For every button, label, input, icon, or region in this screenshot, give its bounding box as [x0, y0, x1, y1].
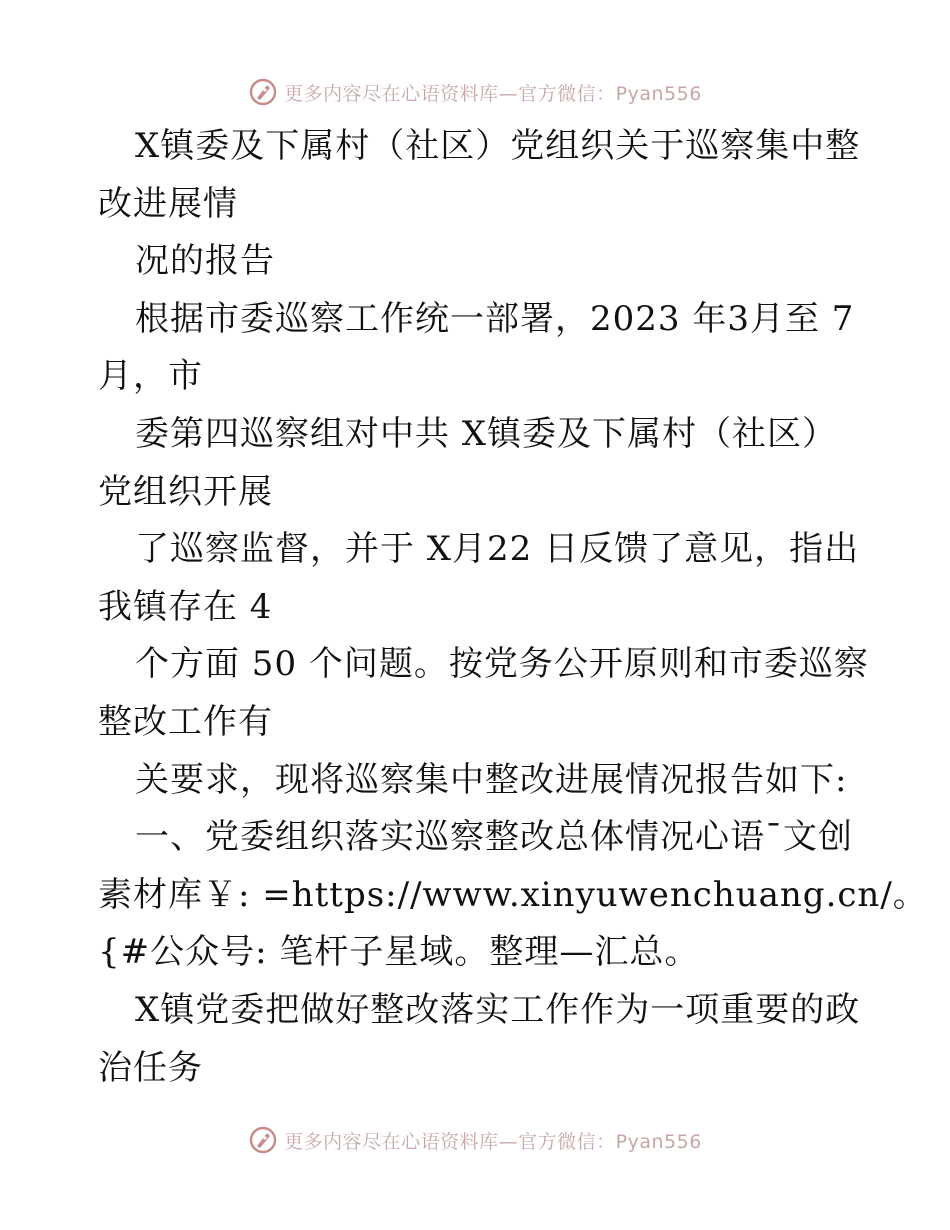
text-line: 根据市委巡察工作统一部署，2023 年3月至 7 — [135, 298, 855, 339]
text-line: 我镇存在 4 — [98, 586, 273, 627]
watermark-text: 更多内容尽在心语资料库—官方微信：Pyan556 — [284, 82, 702, 105]
footer-watermark — [0, 1120, 950, 1160]
text-line: 党组织开展 — [98, 471, 273, 512]
pen-nib-circle-icon — [248, 1125, 278, 1155]
text-line: 治任务 — [98, 1047, 203, 1088]
text-line: 况的报告 — [135, 241, 275, 282]
text-line: 个方面 50 个问题。按党务公开原则和市委巡察 — [135, 644, 869, 685]
header-watermark — [0, 72, 950, 112]
text-line: X镇委及下属村（社区）党组织关于巡察集中整 — [135, 126, 861, 166]
text-line: 关要求，现将巡察集中整改进展情况报告如下: — [135, 759, 848, 800]
text-line: 委第四巡察组对中共 X镇委及下属村（社区） — [135, 413, 838, 454]
text-line: 改进展情 — [98, 183, 238, 224]
watermark-text: 更多内容尽在心语资料库—官方微信：Pyan556 — [284, 1130, 702, 1153]
text-line: 整改工作有 — [98, 701, 273, 742]
document-body — [98, 118, 928, 1097]
pen-nib-circle-icon — [248, 77, 278, 107]
text-line: 月，市 — [98, 356, 203, 397]
text-line: {#公众号: 笔杆子星域。整理—汇总。 — [98, 932, 700, 973]
text-line: 素材库￥: =https://www.xinyuwenchuang.cn/。 — [98, 874, 928, 915]
text-line: X镇党委把做好整改落实工作作为一项重要的政 — [135, 989, 861, 1030]
text-line: 了巡察监督，并于 X月22 日反馈了意见，指出 — [135, 529, 860, 570]
text-line: 一、党委组织落实巡察整改总体情况心语¯文创 — [135, 817, 853, 858]
